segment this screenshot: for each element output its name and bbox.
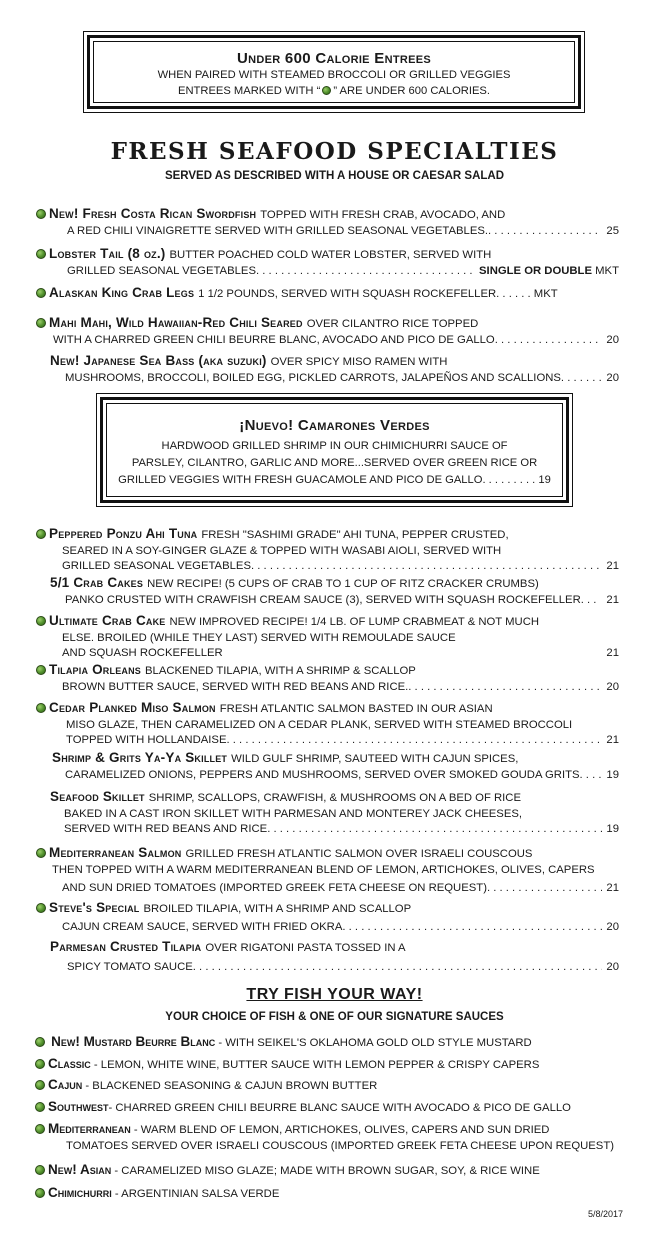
green-leaf-icon: [36, 848, 46, 858]
sauce-item: [35, 1121, 614, 1154]
item-desc-2: BAKED IN A CAST IRON SKILLET WITH PARMESAN AND MONTEREY JACK CHEESES,: [64, 807, 523, 820]
item-desc: FRESH ATLANTIC SALMON BASTED IN OUR ASIAN: [219, 703, 493, 715]
item-desc-2: CARAMELIZED ONIONS, PEPPERS AND MUSHROOMS, SERVED OVER SMOKED GOUDA GRITS. . . .: [65, 768, 602, 781]
nuevo-box-line-3: GRILLED VEGGIES WITH FRESH GUACAMOLE AND PICO DE GALLO. . . . . . . . . 19: [118, 474, 551, 486]
sauce-name: New! Asian: [48, 1162, 112, 1177]
item-price: 20: [606, 960, 619, 973]
leader-dots: [487, 881, 602, 897]
sauce-name: Mediterranean: [48, 1121, 131, 1136]
green-leaf-icon: [36, 209, 46, 219]
green-leaf-icon: [36, 903, 46, 913]
try-fish-heading: TRY FISH YOUR WAY!: [246, 986, 423, 1003]
nuevo-box-title: ¡Nuevo! Camarones Verdes: [239, 417, 430, 434]
item-desc-3: TOPPED WITH HOLLANDAISE: [66, 734, 227, 746]
leader-dots: [193, 960, 603, 976]
item-price: 19: [606, 768, 619, 781]
item-price: 21: [606, 593, 619, 606]
item-name: Mahi Mahi, Wild Hawaiian-Red Chili Seared: [49, 315, 303, 330]
green-leaf-icon: [36, 529, 46, 539]
item-name: Steve's Special: [49, 900, 140, 915]
try-fish-subheading: YOUR CHOICE OF FISH & ONE OF OUR SIGNATURE SAUCES: [165, 1011, 504, 1023]
item-desc: BROILED TILAPIA, WITH A SHRIMP AND SCALLOP: [143, 903, 412, 915]
sauce-name: Chimichurri: [48, 1185, 112, 1200]
item-price: 20: [606, 333, 619, 346]
green-leaf-icon: [36, 318, 46, 328]
item-price: 20: [606, 680, 619, 693]
item-name: Lobster Tail (8 oz.): [49, 246, 166, 261]
item-name: Ultimate Crab Cake: [49, 613, 166, 628]
item-desc-2: MISO GLAZE, THEN CARAMELIZED ON A CEDAR PLANK, SERVED WITH STEAMED BROCCOLI: [66, 718, 573, 731]
green-leaf-icon: [35, 1124, 45, 1134]
leader-dots: [256, 264, 475, 280]
leader-dots: [267, 822, 602, 838]
item-name: Parmesan Crusted Tilapia: [50, 939, 202, 954]
item-desc: BUTTER POACHED COLD WATER LOBSTER, SERVED WITH: [169, 249, 492, 261]
sauce-item: [35, 1056, 539, 1073]
item-desc: GRILLED FRESH ATLANTIC SALMON OVER ISRAELI COUSCOUS: [185, 848, 533, 860]
page-title: FRESH SEAFOOD SPECIALTIES: [110, 138, 559, 165]
item-desc: NEW RECIPE! (5 CUPS OF CRAB TO 1 CUP OF RITZ CRACKER CRUMBS): [147, 578, 539, 590]
green-leaf-icon: [36, 288, 46, 298]
item-desc-2: SPICY TOMATO SAUCE: [67, 960, 193, 973]
item-price-option: SINGLE OR DOUBLE: [479, 264, 592, 277]
sauce-item: [35, 1162, 540, 1179]
item-desc: FRESH "SASHIMI GRADE" AHI TUNA, PEPPER CRUSTED,: [201, 529, 509, 541]
green-leaf-icon: [35, 1165, 45, 1175]
green-leaf-icon: [35, 1188, 45, 1198]
leader-dots: [488, 224, 602, 240]
calorie-box-line-2-pre: ENTREES MARKED WITH “: [177, 85, 321, 97]
sauce-desc: - WITH SEIKEL'S OKLAHOMA GOLD OLD STYLE MUSTARD: [215, 1037, 532, 1049]
leader-dots: [342, 920, 602, 936]
menu-item: [36, 662, 619, 695]
item-desc-2: MUSHROOMS, BROCCOLI, BOILED EGG, PICKLED CARROTS, JALAPEÑOS AND SCALLIONS: [65, 371, 561, 384]
menu-item: [36, 700, 619, 749]
item-name: 5/1 Crab Cakes: [50, 575, 144, 590]
menu-item: [36, 613, 619, 662]
item-price: 21: [606, 734, 619, 746]
menu-item: [36, 526, 619, 575]
leader-dots: [408, 680, 602, 696]
sauce-item: [35, 1034, 532, 1051]
green-leaf-icon: [36, 703, 46, 713]
green-leaf-icon: [35, 1037, 45, 1047]
item-desc-2: GRILLED SEASONAL VEGETABLES: [67, 264, 256, 277]
sauce-desc: - CHARRED GREEN CHILI BEURRE BLANC SAUCE WITH AVOCADO & PICO DE GALLO: [108, 1102, 571, 1114]
menu-item: [36, 900, 619, 935]
nuevo-feature-box: [100, 397, 569, 503]
green-leaf-icon: [35, 1102, 45, 1112]
item-desc-3: AND SQUASH ROCKEFELLER: [62, 647, 223, 659]
menu-item: [52, 750, 619, 783]
item-desc: TOPPED WITH FRESH CRAB, AVOCADO, AND: [260, 209, 506, 221]
item-desc-3: GRILLED SEASONAL VEGETABLES: [62, 560, 251, 572]
leader-dots: [227, 733, 603, 749]
item-desc-2: BROWN BUTTER SAUCE, SERVED WITH RED BEANS AND RICE.: [62, 680, 409, 693]
item-desc: OVER RIGATONI PASTA TOSSED IN A: [205, 942, 406, 954]
item-name: Mediterranean Salmon: [49, 845, 182, 860]
sauce-item: [35, 1185, 279, 1202]
item-name: Peppered Ponzu Ahi Tuna: [49, 526, 198, 541]
item-desc-3: SERVED WITH RED BEANS AND RICE: [64, 823, 268, 835]
sauce-item: [35, 1099, 571, 1116]
leader-dots: [495, 333, 603, 349]
menu-item: [50, 789, 619, 838]
print-date: 5/8/2017: [587, 1209, 623, 1219]
item-desc: OVER SPICY MISO RAMEN WITH: [270, 356, 448, 368]
green-leaf-icon: [36, 616, 46, 626]
item-desc: BLACKENED TILAPIA, WITH A SHRIMP & SCALLOP: [145, 665, 416, 677]
menu-item: [36, 206, 619, 239]
menu-item: [36, 246, 619, 279]
item-name: Shrimp & Grits Ya-Ya Skillet: [52, 750, 228, 765]
sauce-name: Classic: [48, 1056, 91, 1071]
sauce-desc: - BLACKENED SEASONING & CAJUN BROWN BUTTER: [82, 1080, 378, 1092]
green-leaf-icon: [35, 1059, 45, 1069]
calorie-box-line-2-post: ” ARE UNDER 600 CALORIES.: [333, 85, 491, 97]
item-price: 21: [606, 560, 619, 572]
item-price: 19: [606, 823, 619, 835]
item-price: 20: [606, 371, 619, 384]
green-leaf-icon: [36, 249, 46, 259]
item-desc: NEW IMPROVED RECIPE! 1/4 LB. OF LUMP CRABMEAT & NOT MUCH: [169, 616, 540, 628]
item-name: Cedar Planked Miso Salmon: [49, 700, 216, 715]
leader-dots: [561, 371, 603, 387]
item-name: New! Japanese Sea Bass (aka suzuki): [50, 353, 267, 368]
green-leaf-icon: [322, 86, 331, 95]
calorie-box-title: Under 600 Calorie Entrees: [236, 50, 432, 67]
menu-item: [50, 575, 619, 608]
item-desc: WILD GULF SHRIMP, SAUTEED WITH CAJUN SPICES,: [231, 753, 519, 765]
item-desc-2: WITH A CHARRED GREEN CHILI BEURRE BLANC, AVOCADO AND PICO DE GALLO: [53, 333, 495, 346]
item-price: 25: [606, 224, 619, 237]
item-desc-2: ELSE. BROILED (WHILE THEY LAST) SERVED WITH REMOULADE SAUCE: [62, 631, 456, 644]
item-desc-2: THEN TOPPED WITH A WARM MEDITERRANEAN BLEND OF LEMON, ARTICHOKES, OLIVES, CAPERS: [52, 863, 595, 876]
item-desc-3: AND SUN DRIED TOMATOES (IMPORTED GREEK FETA CHEESE ON REQUEST): [62, 882, 487, 894]
nuevo-box-line-1: HARDWOOD GRILLED SHRIMP IN OUR CHIMICHURRI SAUCE OF: [161, 440, 508, 452]
green-leaf-icon: [36, 665, 46, 675]
sauce-name: Southwest: [48, 1099, 109, 1114]
item-desc-2: SEARED IN A SOY-GINGER GLAZE & TOPPED WITH WASABI AIOLI, SERVED WITH: [62, 544, 502, 557]
calorie-box-line-1: WHEN PAIRED WITH STEAMED BROCCOLI OR GRILLED VEGGIES: [157, 69, 511, 81]
item-name: New! Fresh Costa Rican Swordfish: [49, 206, 257, 221]
green-leaf-icon: [35, 1080, 45, 1090]
item-name: Seafood Skillet: [50, 789, 145, 804]
item-price: 21: [606, 882, 619, 894]
item-price: 20: [606, 920, 619, 933]
sauce-item: [35, 1077, 377, 1094]
item-desc: 1 1/2 POUNDS, SERVED WITH SQUASH ROCKEFELLER. . . . . . MKT: [198, 288, 558, 300]
menu-item: [36, 315, 619, 348]
menu-item: [50, 353, 619, 386]
item-desc-2: CAJUN CREAM SAUCE, SERVED WITH FRIED OKRA: [62, 920, 343, 933]
sauce-name: New! Mustard Beurre Blanc: [51, 1034, 216, 1049]
item-name: Alaskan King Crab Legs: [49, 285, 195, 300]
item-name: Tilapia Orleans: [49, 662, 142, 677]
menu-item: [50, 939, 619, 975]
leader-dots: [251, 559, 602, 575]
nuevo-box-line-2: PARSLEY, CILANTRO, GARLIC AND MORE...SERVED OVER GREEN RICE OR: [131, 457, 538, 469]
item-price: 21: [606, 647, 619, 659]
sauce-desc: - CARAMELIZED MISO GLAZE; MADE WITH BROWN SUGAR, SOY, & RICE WINE: [111, 1165, 540, 1177]
item-desc-2: PANKO CRUSTED WITH CRAWFISH CREAM SAUCE (3), SERVED WITH SQUASH ROCKEFELLER. . .: [65, 593, 597, 606]
sauce-name: Cajun: [48, 1077, 83, 1092]
menu-item: [36, 285, 619, 303]
item-desc-2: A RED CHILI VINAIGRETTE SERVED WITH GRILLED SEASONAL VEGETABLES.: [67, 224, 489, 237]
sauce-desc-2: TOMATOES SERVED OVER ISRAELI COUSCOUS (IMPORTED GREEK FETA CHEESE UPON REQUEST): [66, 1140, 615, 1152]
calorie-info-box: [87, 35, 581, 109]
sauce-desc: - ARGENTINIAN SALSA VERDE: [111, 1188, 280, 1200]
item-desc: SHRIMP, SCALLOPS, CRAWFISH, & MUSHROOMS ON A BED OF RICE: [148, 792, 521, 804]
item-desc: OVER CILANTRO RICE TOPPED: [306, 318, 479, 330]
item-price: MKT: [595, 264, 619, 277]
sauce-desc: - LEMON, WHITE WINE, BUTTER SAUCE WITH LEMON PEPPER & CRISPY CAPERS: [90, 1059, 540, 1071]
sauce-desc: - WARM BLEND OF LEMON, ARTICHOKES, OLIVES, CAPERS AND SUN DRIED: [130, 1124, 550, 1136]
menu-item: [36, 845, 619, 897]
calorie-box-line-2: [90, 83, 578, 99]
page-subtitle: SERVED AS DESCRIBED WITH A HOUSE OR CAESAR SALAD: [164, 170, 505, 182]
